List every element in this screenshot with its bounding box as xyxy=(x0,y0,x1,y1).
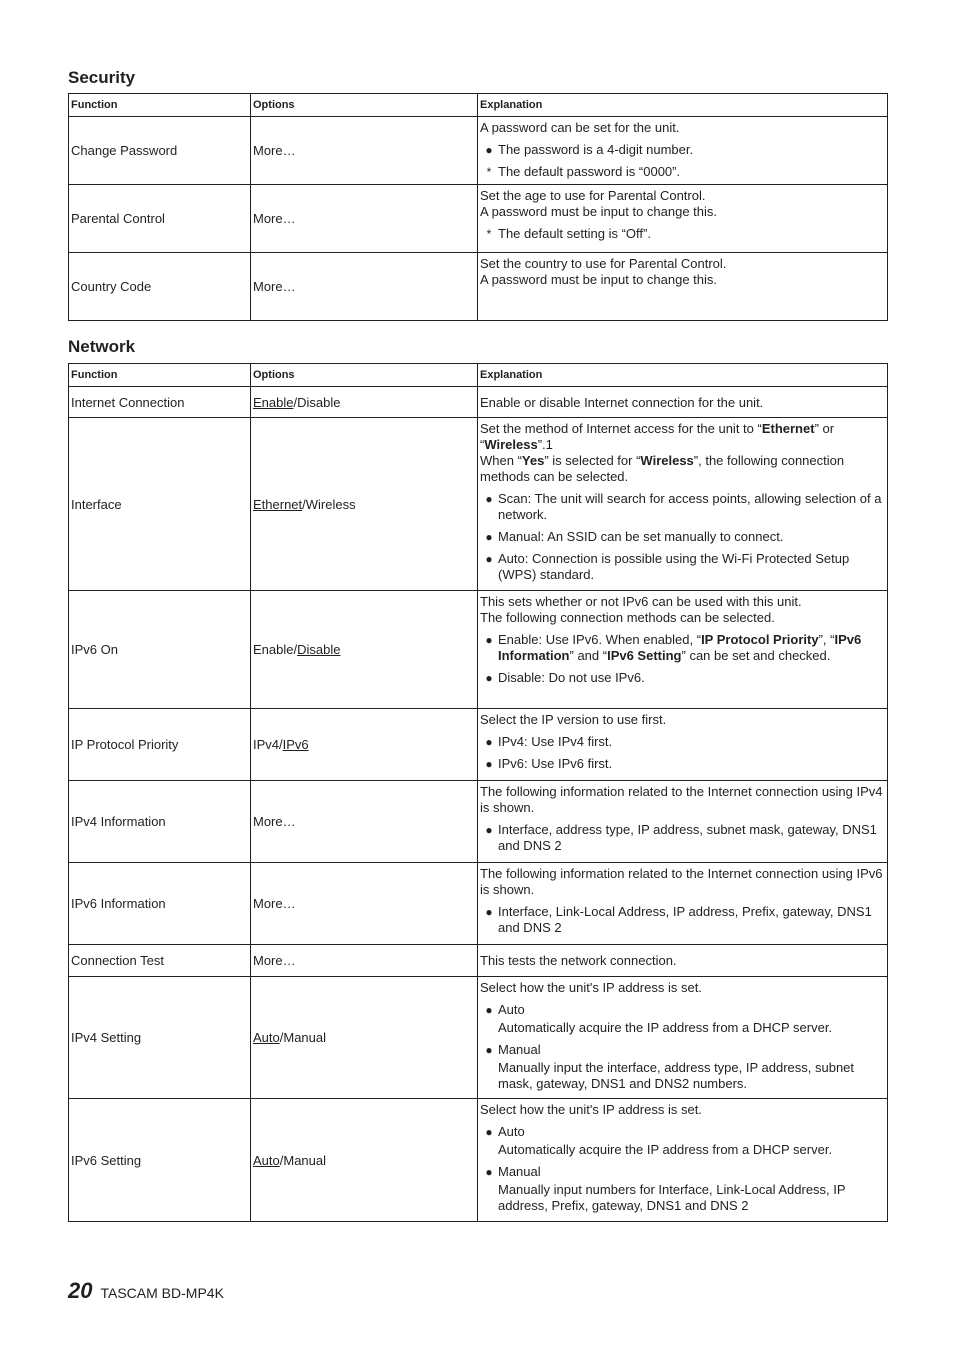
table-header-row xyxy=(69,364,888,387)
explanation-line: This sets whether or not IPv6 can be used with this unit. xyxy=(480,594,802,609)
explanation-cell xyxy=(478,591,888,709)
bullet-icon: ● xyxy=(485,552,493,566)
explanation-line: Select the IP version to use first. xyxy=(480,712,667,727)
explanation-line: The following information related to the Internet connection using IPv4 is shown. xyxy=(480,784,883,815)
other-option: /Manual xyxy=(279,1030,326,1045)
default-option: Auto xyxy=(253,1152,280,1168)
explanation-line: The following information related to the Internet connection using IPv6 is shown. xyxy=(480,866,883,897)
table-row-ipv6-setting xyxy=(69,1099,888,1222)
explanation-item: Disable: Do not use IPv6. xyxy=(498,670,645,685)
explanation-line: Select how the unit's IP address is set. xyxy=(480,980,702,995)
function-cell: IPv6 Information xyxy=(69,863,251,945)
explanation-item: IPv4: Use IPv4 first. xyxy=(498,734,613,749)
table-row-parental-control xyxy=(69,185,888,253)
table-row-ipv4-setting xyxy=(69,977,888,1099)
bullet-icon: ● xyxy=(485,1165,493,1179)
other-option: /Manual xyxy=(279,1152,326,1168)
options-cell xyxy=(251,1099,478,1222)
explanation-item: Manual: An SSID can be set manually to connect. xyxy=(498,529,784,544)
bullet-icon: ● xyxy=(485,1043,493,1057)
function-cell: IPv4 Information xyxy=(69,781,251,863)
explanation-line: A password must be input to change this. xyxy=(480,272,718,287)
explanation-line: Set the country to use for Parental Control. xyxy=(480,256,727,271)
options-cell xyxy=(251,591,478,709)
function-cell: IP Protocol Priority xyxy=(69,709,251,781)
options-cell: More… xyxy=(251,253,478,321)
header-explanation: Explanation xyxy=(478,94,888,117)
function-cell: IPv6 Setting xyxy=(69,1099,251,1222)
function-cell: Change Password xyxy=(69,117,251,185)
options-cell: More… xyxy=(251,117,478,185)
explanation-item: Interface, Link-Local Address, IP address, Prefix, gateway, DNS1 and DNS 2 xyxy=(498,904,872,935)
table-header-row xyxy=(69,94,888,117)
options-cell xyxy=(251,418,478,591)
explanation-item: Scan: The unit will search for access points, allowing selection of a network. xyxy=(498,491,882,522)
function-cell: Parental Control xyxy=(69,185,251,253)
table-row-connection-test xyxy=(69,945,888,977)
bullet-icon: ● xyxy=(485,905,493,919)
explanation-line: When “Yes” is selected for “Wireless”, the following connection methods can be selected. xyxy=(480,453,845,484)
explanation-item: Manual Manually input numbers for Interface, Link-Local Address, IP address, Prefix, gateway, DNS1 and DNS 2 xyxy=(498,1164,846,1213)
page-footer xyxy=(68,1278,224,1304)
explanation-note: The default password is “0000”. xyxy=(498,164,681,179)
explanation-cell xyxy=(478,709,888,781)
default-option: Auto xyxy=(253,1030,280,1045)
network-section-title: Network xyxy=(68,337,136,356)
options-cell xyxy=(251,977,478,1099)
explanation-cell: Enable or disable Internet connection for the unit. xyxy=(478,387,888,418)
default-option: Ethernet xyxy=(253,496,303,512)
other-option: /Wireless xyxy=(302,496,356,512)
default-option: IPv6 xyxy=(282,737,309,752)
bullet-icon: ● xyxy=(485,735,493,749)
bullet-icon: ● xyxy=(485,823,493,837)
explanation-item: Enable: Use IPv6. When enabled, “IP Protocol Priority”, “IPv6 Information” and “IPv6 Setting” can be set and checked. xyxy=(498,632,862,663)
asterisk-icon: * xyxy=(486,165,492,179)
bullet-icon: ● xyxy=(485,1003,493,1017)
bullet-icon: ● xyxy=(485,492,493,506)
explanation-item: Auto Automatically acquire the IP address from a DHCP server. xyxy=(498,1124,833,1157)
explanation-line: A password can be set for the unit. xyxy=(480,120,680,135)
explanation-item: Manual Manually input the interface, address type, IP address, subnet mask, gateway, DNS1 and DNS2 numbers. xyxy=(498,1042,855,1091)
explanation-cell xyxy=(478,253,888,321)
table-row-ip-protocol-priority xyxy=(69,709,888,781)
security-section-title: Security xyxy=(68,68,136,87)
other-option: /Disable xyxy=(293,394,341,410)
model-name: TASCAM BD-MP4K xyxy=(100,1285,224,1301)
explanation-line: The following connection methods can be selected. xyxy=(480,610,775,625)
options-cell: More… xyxy=(251,781,478,863)
function-cell: Internet Connection xyxy=(69,387,251,418)
other-option: IPv4/ xyxy=(253,737,283,752)
explanation-cell xyxy=(478,185,888,253)
table-row-interface xyxy=(69,418,888,591)
default-option: Enable xyxy=(253,394,294,410)
table-row-ipv6-information xyxy=(69,863,888,945)
options-cell: More… xyxy=(251,185,478,253)
security-table xyxy=(68,93,888,321)
explanation-cell xyxy=(478,977,888,1099)
bullet-icon: ● xyxy=(485,143,493,157)
explanation-item: The password is a 4-digit number. xyxy=(498,142,694,157)
function-cell: Connection Test xyxy=(69,945,251,977)
options-cell xyxy=(251,387,478,418)
explanation-cell xyxy=(478,863,888,945)
table-row-change-password xyxy=(69,117,888,185)
table-row-ipv4-information xyxy=(69,781,888,863)
default-option: Disable xyxy=(297,642,341,657)
header-options: Options xyxy=(251,94,478,117)
explanation-item: Auto Automatically acquire the IP address from a DHCP server. xyxy=(498,1002,833,1035)
table-row-internet-connection xyxy=(69,387,888,418)
explanation-cell: This tests the network connection. xyxy=(478,945,888,977)
function-cell: Country Code xyxy=(69,253,251,321)
explanation-item: Interface, address type, IP address, subnet mask, gateway, DNS1 and DNS 2 xyxy=(498,822,877,853)
explanation-line: Set the method of Internet access for the unit to “Ethernet” or “Wireless”.1 xyxy=(480,421,835,452)
table-row-ipv6-on xyxy=(69,591,888,709)
header-function: Function xyxy=(69,364,251,387)
table-row-country-code xyxy=(69,253,888,321)
explanation-cell xyxy=(478,781,888,863)
explanation-line: A password must be input to change this. xyxy=(480,204,718,219)
bullet-icon: ● xyxy=(485,633,493,647)
function-cell: IPv4 Setting xyxy=(69,977,251,1099)
options-cell xyxy=(251,709,478,781)
header-function: Function xyxy=(69,94,251,117)
header-explanation: Explanation xyxy=(478,364,888,387)
explanation-cell xyxy=(478,117,888,185)
header-options: Options xyxy=(251,364,478,387)
explanation-item: IPv6: Use IPv6 first. xyxy=(498,756,613,771)
explanation-line: Set the age to use for Parental Control. xyxy=(480,188,706,203)
explanation-cell xyxy=(478,418,888,591)
explanation-note: The default setting is “Off”. xyxy=(498,226,651,241)
explanation-cell xyxy=(478,1099,888,1222)
options-cell: More… xyxy=(251,863,478,945)
explanation-line: Select how the unit's IP address is set. xyxy=(480,1102,702,1117)
function-cell: IPv6 On xyxy=(69,591,251,709)
options-cell: More… xyxy=(251,945,478,977)
bullet-icon: ● xyxy=(485,757,493,771)
function-cell: Interface xyxy=(69,418,251,591)
page-number: 20 xyxy=(68,1278,93,1303)
bullet-icon: ● xyxy=(485,530,493,544)
other-option: Enable/ xyxy=(253,642,298,657)
network-table xyxy=(68,363,888,1222)
bullet-icon: ● xyxy=(485,671,493,685)
bullet-icon: ● xyxy=(485,1125,493,1139)
explanation-item: Auto: Connection is possible using the Wi-Fi Protected Setup (WPS) standard. xyxy=(498,551,850,582)
asterisk-icon: * xyxy=(486,227,492,241)
